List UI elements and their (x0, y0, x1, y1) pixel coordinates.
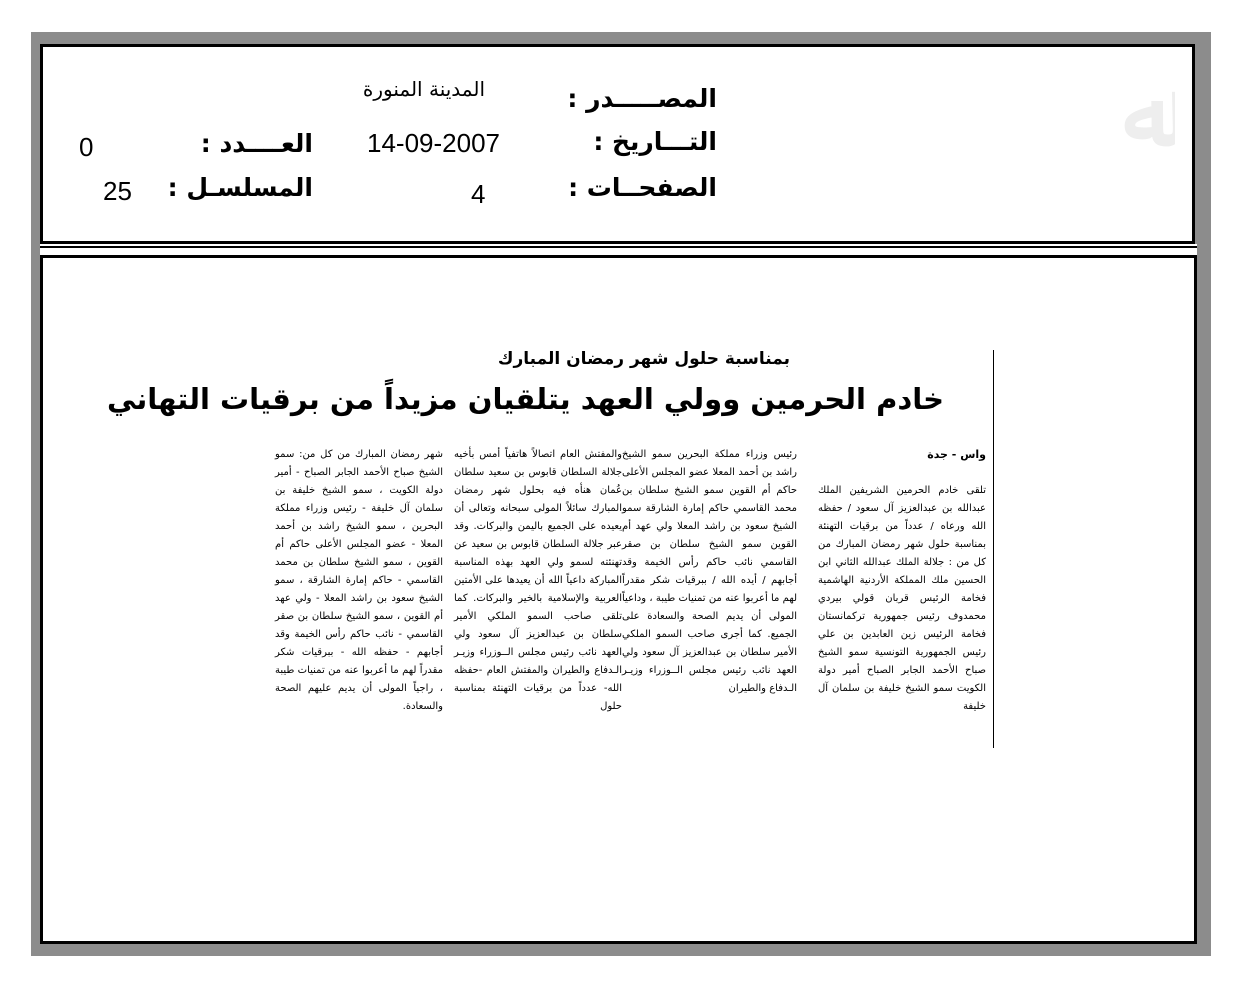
date-label: التـــاريخ : (593, 127, 717, 156)
column-text: شهر رمضان المبارك من كل من: سمو الشيخ صباح الأحمد الجابر الصباح - أمير دولة الكويت ، سمو الشيخ خليفة بن سلمان آل خليفة - رئيس وزراء مملكة البحرين ، سمو الشيخ راشد بن أحمد المعلا - عضو المجلس الأعلى حاكم أم القوين ، سمو الشيخ سلطان بن محمد القاسمي - حاكم إمارة الشارقة ، سمو الشيخ سعود بن راشد المعلا - ولي عهد أم القوين ، سمو الشيخ سلطان بن صقر القاسمي - نائب حاكم رأس الخيمة وقد أجابهم - حفظه الله - ببرقيات شكر مقدراً لهم ما أعربوا عنه من تمنيات طيبة ، راجياً المولى أن يديم عليهم الصحة والسعادة. (275, 449, 443, 712)
pages-value: 4 (471, 179, 486, 209)
column-text: والمفتش العام اتصالاً هاتفياً أمس بأخيه جلالة السلطان قابوس بن سعيد سلطان عُمان هنأه فيه بحلول شهر رمضان المبارك سائلاً المولى سبحانه وتعالى أن يعيده على الجميع باليمن والبركات. وقد عبر جلالة السلطان قابوس بن سعيد عن تهنئته لسمو ولي العهد بهذه المناسبة المباركة داعياً الله أن يعيدها على الأمتين العربية والإسلامية بالخير والبركات. كما تلقى صاحب السمو الملكي الأمير سلطان بن عبدالعزيز آل سعود ولي العهد نائب رئيس مجلس الــوزراء وزيـر الـدفاع والطيران والمفتش العام -حفظه الله- عدداً من برقيات التهنئة بمناسبة حلول (454, 449, 622, 712)
source-value: المدينة المنورة (362, 77, 485, 101)
column-rule (993, 350, 994, 748)
issue-value: 0 (79, 132, 94, 162)
article-column-1 (818, 446, 986, 716)
article-headline: خادم الحرمين وولي العهد يتلقيان مزيداً من برقيات التهاني (107, 382, 944, 416)
article-column-2 (622, 446, 797, 698)
source-label: المصـــــدر : (567, 84, 717, 113)
issue-label: العــــدد : (200, 129, 313, 158)
faded-logo-watermark: ﷲ (1123, 63, 1175, 166)
column-text: رئيس وزراء مملكة البحرين سمو الشيخ راشد بن أحمد المعلا عضو المجلس الأعلى حاكم أم القوين سمو الشيخ سلطان بن محمد القاسمي حاكم إمارة الشارقة سمو الشيخ سعود بن راشد المعلا ولي عهد أم القوين سمو الشيخ سلطان بن صقر القاسمي نائب حاكم رأس الخيمة وقد أجابهم / أيده الله / ببرقيات شكر مقدراً لهم ما أعربوا عنه من تمنيات طيبة ، وداعياً المولى أن يديم الصحة والسعادة على الجميع. كما أجرى صاحب السمو الملكي الأمير سلطان بن عبدالعزيز آل سعود ولي العهد نائب رئيس مجلس الــوزراء وزيـر الـدفاع والطيران (622, 449, 797, 694)
date-value: 14-09-2007 (367, 128, 500, 158)
column-text: تلقى خادم الحرمين الشريفين الملك عبدالله بن عبدالعزيز آل سعود / حفظه الله ورعاه / عدداً من برقيات التهنئة بمناسبة حلول شهر رمضان المبارك من كل من : جلالة الملك عبدالله الثاني ابن الحسين ملك المملكة الأردنية الهاشمية فخامة الرئيس قربان قولي بيردي محمدوف رئيس جمهورية تركمانستان فخامة الرئيس زين العابدين بن علي رئيس الجمهورية التونسية سمو الشيخ صباح الأحمد الجابر الصباح أمير دولة الكويت سمو الشيخ خليفة بن سلمان آل خليفة (818, 485, 986, 712)
serial-value: 25 (103, 176, 132, 206)
article-kicker: بمناسبة حلول شهر رمضان المبارك (497, 349, 790, 369)
pages-label: الصفحــات : (568, 173, 717, 202)
article-column-4 (275, 446, 443, 716)
serial-label: المسلسـل : (167, 173, 313, 202)
article-byline: واس - جدة (927, 448, 986, 461)
header-divider (40, 244, 1197, 255)
article-column-3 (454, 446, 622, 716)
